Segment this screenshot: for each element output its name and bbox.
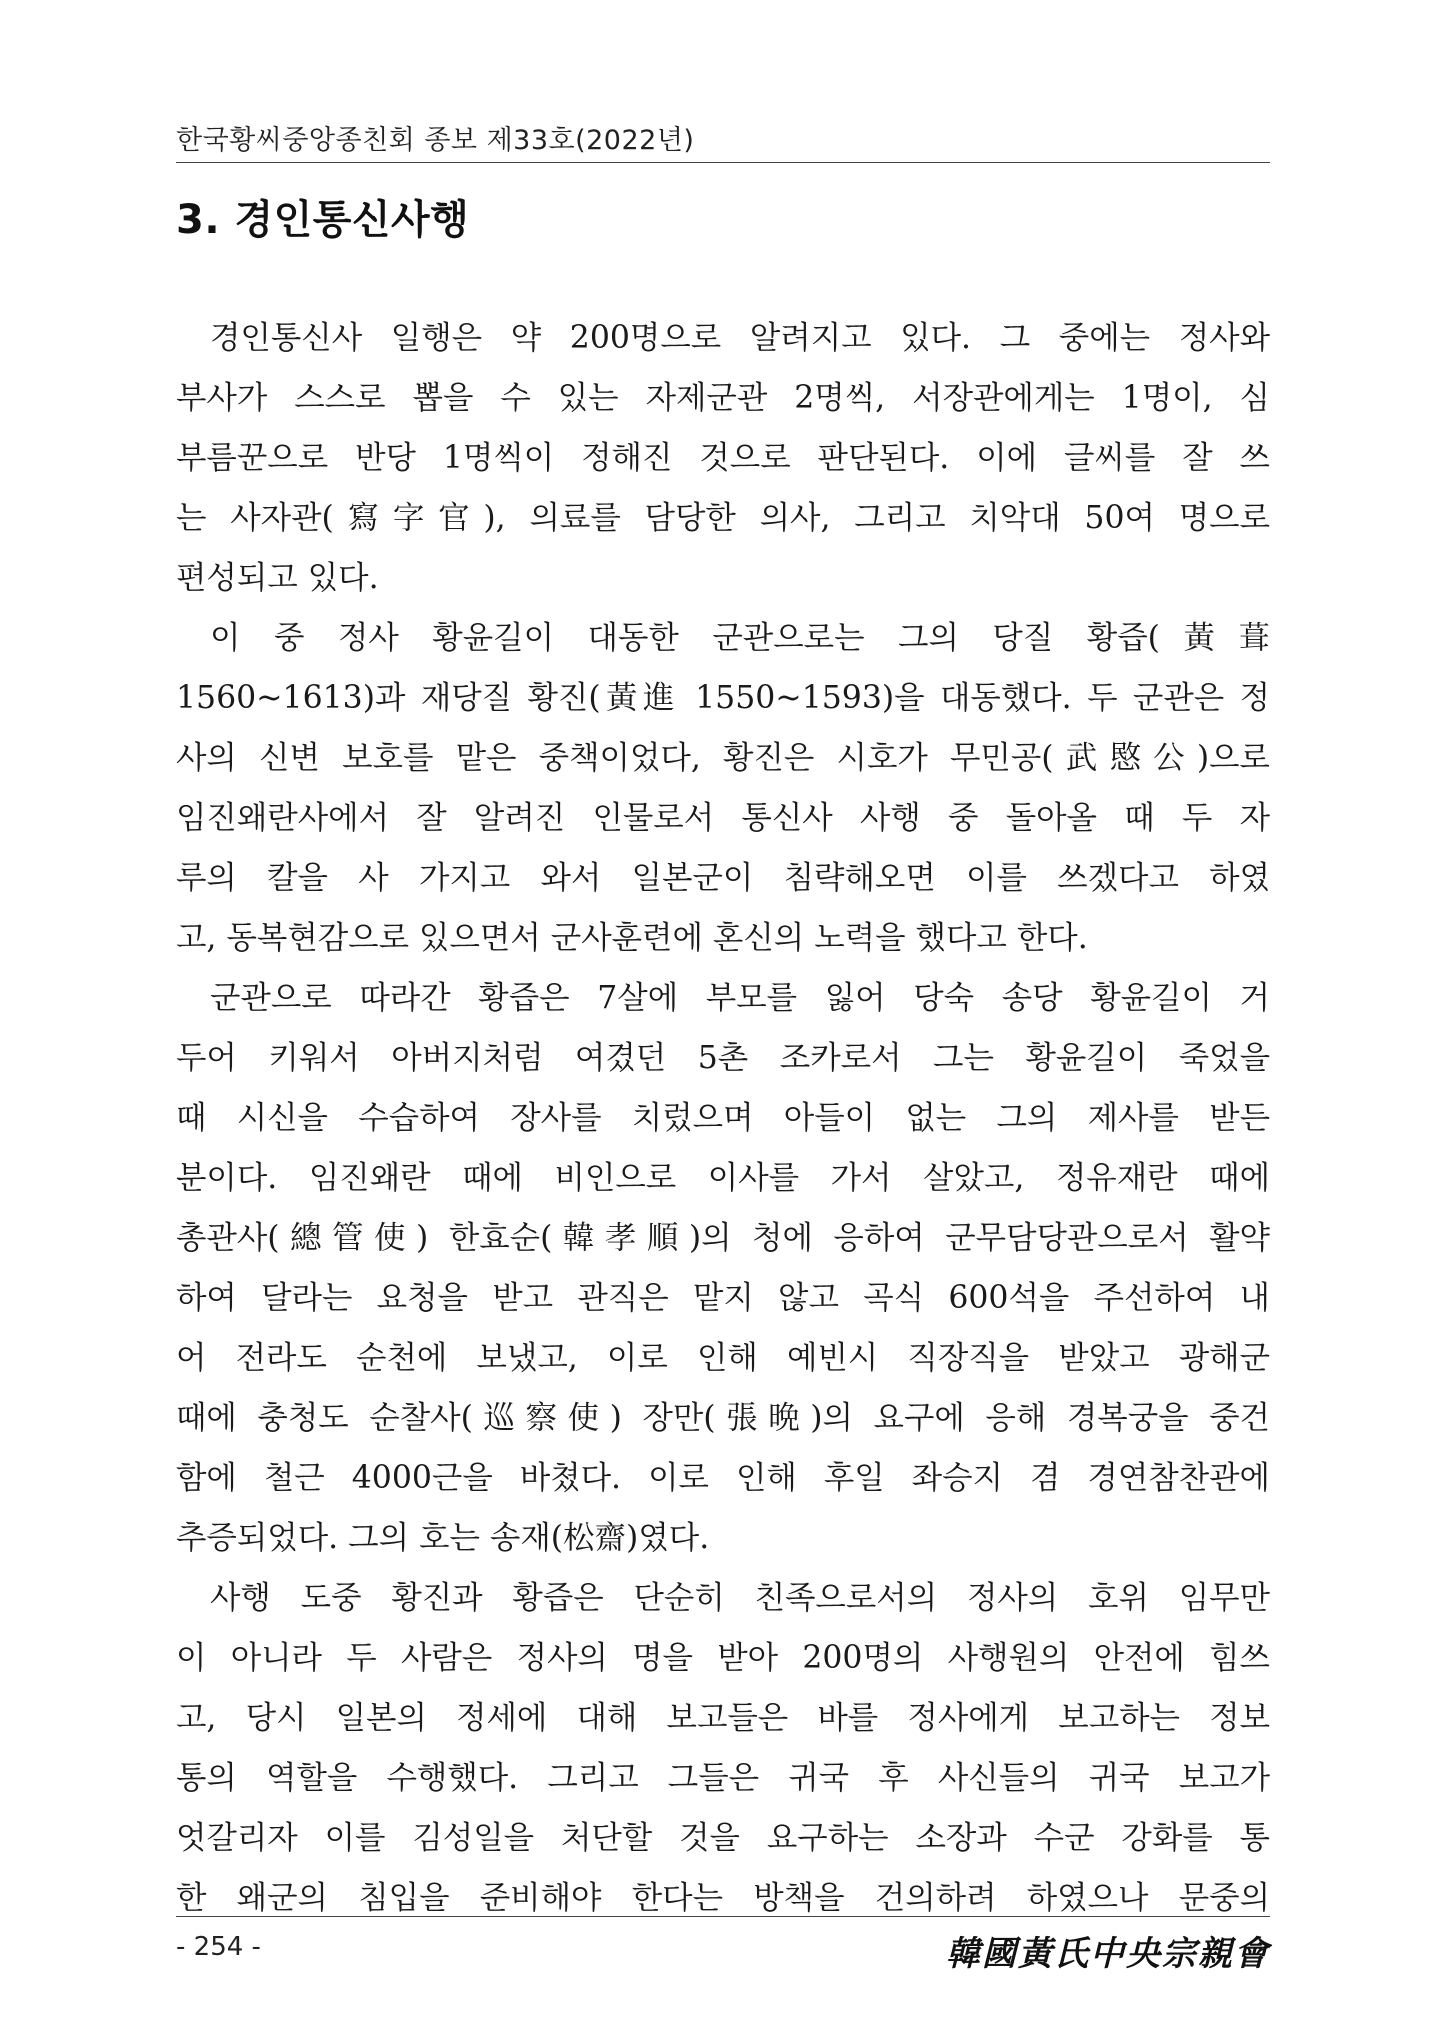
body-line: 한 왜군의 침입을 준비해야 한다는 방책을 건의하려 하였으나 문중의: [176, 1880, 1270, 1916]
body-line: 편성되고 있다.: [176, 560, 379, 596]
body-line: 엇갈리자 이를 김성일을 처단할 것을 요구하는 소장과 수군 강화를 통: [176, 1820, 1270, 1856]
body-line: 사행 도중 황진과 황즙은 단순히 친족으로서의 정사의 호위 임무만: [210, 1580, 1270, 1616]
body-line: 하여 달라는 요청을 받고 관직은 맡지 않고 곡식 600석을 주선하여 내: [176, 1280, 1270, 1316]
body-line: 1560~1613)과 재당질 황진(黃進 1550~1593)을 대동했다. 두 군관은 정: [176, 680, 1270, 716]
body-line: 경인통신사 일행은 약 200명으로 알려지고 있다. 그 중에는 정사와: [210, 320, 1270, 356]
body-line: 함에 철근 4000근을 바쳤다. 이로 인해 후일 좌승지 겸 경연참찬관에: [176, 1460, 1270, 1496]
running-header: 한국황씨중앙종친회 종보 제33호(2022년): [176, 125, 695, 156]
body-line: 군관으로 따라간 황즙은 7살에 부모를 잃어 당숙 송당 황윤길이 거: [210, 980, 1270, 1016]
footer-divider: [176, 1916, 1270, 1917]
section-title: 3. 경인통신사행: [176, 197, 470, 243]
body-line: 이 중 정사 황윤길이 대동한 군관으로는 그의 당질 황즙(黃葺: [210, 620, 1270, 656]
body-line: 총관사(總管使) 한효순(韓孝順)의 청에 응하여 군무담당관으로서 활약: [176, 1220, 1270, 1256]
footer-organization: 韓國黃氏中央宗親會: [946, 1934, 1270, 1974]
body-line: 이 아니라 두 사람은 정사의 명을 받아 200명의 사행원의 안전에 힘쓰: [176, 1640, 1270, 1676]
body-line: 두어 키워서 아버지처럼 여겼던 5촌 조카로서 그는 황윤길이 죽었을: [176, 1040, 1270, 1076]
body-line: 어 전라도 순천에 보냈고, 이로 인해 예빈시 직장직을 받았고 광해군: [176, 1340, 1270, 1376]
body-line: 때에 충청도 순찰사(巡察使) 장만(張晩)의 요구에 응해 경복궁을 중건: [176, 1400, 1270, 1436]
body-line: 고, 동복현감으로 있으면서 군사훈련에 혼신의 노력을 했다고 한다.: [176, 920, 1088, 956]
body-text: [176, 308, 1270, 1928]
body-line: 분이다. 임진왜란 때에 비인으로 이사를 가서 살았고, 정유재란 때에: [176, 1160, 1270, 1196]
body-line: 임진왜란사에서 잘 알려진 인물로서 통신사 사행 중 돌아올 때 두 자: [176, 800, 1270, 836]
body-line: 사의 신변 보호를 맡은 중책이었다, 황진은 시호가 무민공(武愍公)으로: [176, 740, 1270, 776]
body-line: 추증되었다. 그의 호는 송재(松齋)였다.: [176, 1520, 710, 1556]
header-divider: [176, 162, 1270, 163]
body-line: 부사가 스스로 뽑을 수 있는 자제군관 2명씩, 서장관에게는 1명이, 심: [176, 380, 1270, 416]
body-line: 루의 칼을 사 가지고 와서 일본군이 침략해오면 이를 쓰겠다고 하였: [176, 860, 1270, 896]
body-line: 는 사자관(寫字官), 의료를 담당한 의사, 그리고 치악대 50여 명으로: [176, 500, 1270, 536]
body-line: 때 시신을 수습하여 장사를 치렀으며 아들이 없는 그의 제사를 받든: [176, 1100, 1270, 1136]
page-number: - 254 -: [176, 1932, 261, 1962]
body-line: 부름꾼으로 반당 1명씩이 정해진 것으로 판단된다. 이에 글씨를 잘 쓰: [176, 440, 1270, 476]
body-line: 통의 역할을 수행했다. 그리고 그들은 귀국 후 사신들의 귀국 보고가: [176, 1760, 1270, 1796]
body-line: 고, 당시 일본의 정세에 대해 보고들은 바를 정사에게 보고하는 정보: [176, 1700, 1270, 1736]
